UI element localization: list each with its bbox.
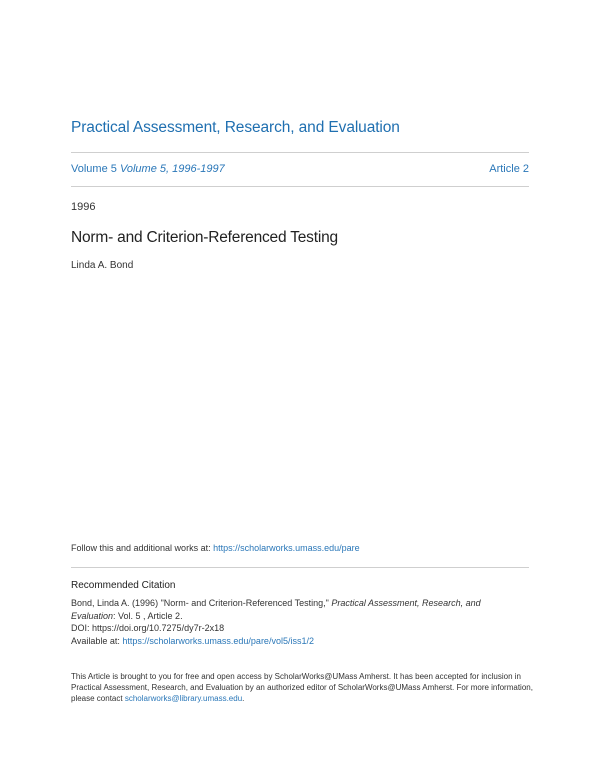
citation-block — [71, 597, 531, 647]
follow-line — [71, 543, 360, 553]
footer-text: This Article is brought to you for free and open access by ScholarWorks@UMass Amherst. It has been accepted for inclusion in Practical Assessment, Research, and Evaluation by an authorized editor of ScholarWorks@UMass Amherst. For more information, please contact — [71, 672, 533, 703]
available-link[interactable]: https://scholarworks.umass.edu/pare/vol5/iss1/2 — [122, 635, 314, 646]
recommended-citation-heading: Recommended Citation — [71, 580, 176, 591]
contact-email-link[interactable]: scholarworks@library.umass.edu — [124, 694, 243, 703]
citation-volume: : Vol. 5 , Article 2. — [113, 610, 183, 621]
publication-year: 1996 — [71, 201, 96, 213]
follow-text: Follow this and additional works at: — [71, 543, 214, 553]
collection-link[interactable]: https://scholarworks.umass.edu/pare — [213, 543, 360, 553]
citation-journal-part-2: Evaluation — [71, 610, 114, 621]
journal-title-link[interactable]: Practical Assessment, Research, and Evaluation — [71, 119, 400, 136]
article-title: Norm- and Criterion-Referenced Testing — [71, 229, 338, 246]
article-number-link[interactable]: Article 2 — [489, 163, 529, 175]
author-name: Linda A. Bond — [71, 260, 134, 271]
citation-line-1 — [71, 597, 531, 610]
citation-divider — [71, 567, 529, 568]
volume-divider — [71, 186, 529, 187]
citation-doi: DOI: https://doi.org/10.7275/dy7r-2x18 — [71, 623, 225, 633]
volume-link[interactable]: Volume 5 — [71, 163, 117, 175]
footer-end: . — [242, 694, 245, 703]
volume-issue-link[interactable]: Volume 5, 1996-1997 — [119, 163, 225, 175]
citation-available — [71, 635, 531, 648]
citation-author-title: Bond, Linda A. (1996) "Norm- and Criterion-Referenced Testing," — [71, 598, 332, 608]
top-divider — [71, 152, 529, 153]
footer-notice — [71, 671, 533, 704]
available-label: Available at: — [71, 635, 123, 646]
volume-line — [71, 163, 529, 175]
citation-journal-part-1: Practical Assessment, Research, and — [331, 598, 481, 608]
citation-line-2 — [71, 610, 531, 623]
